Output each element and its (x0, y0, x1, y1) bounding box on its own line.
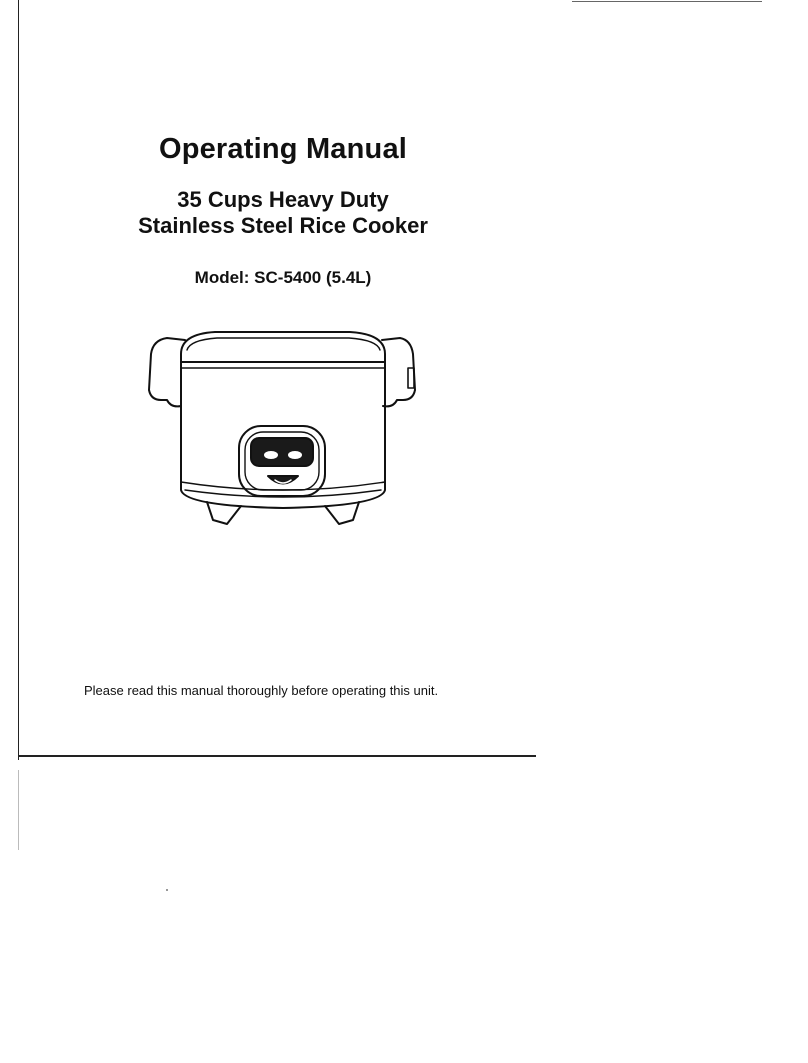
left-margin-rule (18, 0, 19, 760)
product-subtitle-line2: Stainless Steel Rice Cooker (138, 213, 428, 238)
cooker-lid (181, 332, 385, 362)
top-right-rule (572, 1, 762, 2)
left-margin-rule-lower (18, 770, 19, 850)
scan-speck (166, 889, 168, 891)
model-label: Model: SC-5400 (5.4L) (194, 268, 372, 287)
rice-cooker-illustration (145, 328, 420, 538)
right-handle (382, 338, 415, 406)
page-title: Operating Manual (158, 133, 408, 165)
left-handle (149, 338, 185, 406)
read-manual-notice: Please read this manual thoroughly before operating this unit. (84, 683, 439, 698)
product-subtitle-line1: 35 Cups Heavy Duty (177, 187, 389, 212)
bottom-rule (18, 755, 536, 757)
